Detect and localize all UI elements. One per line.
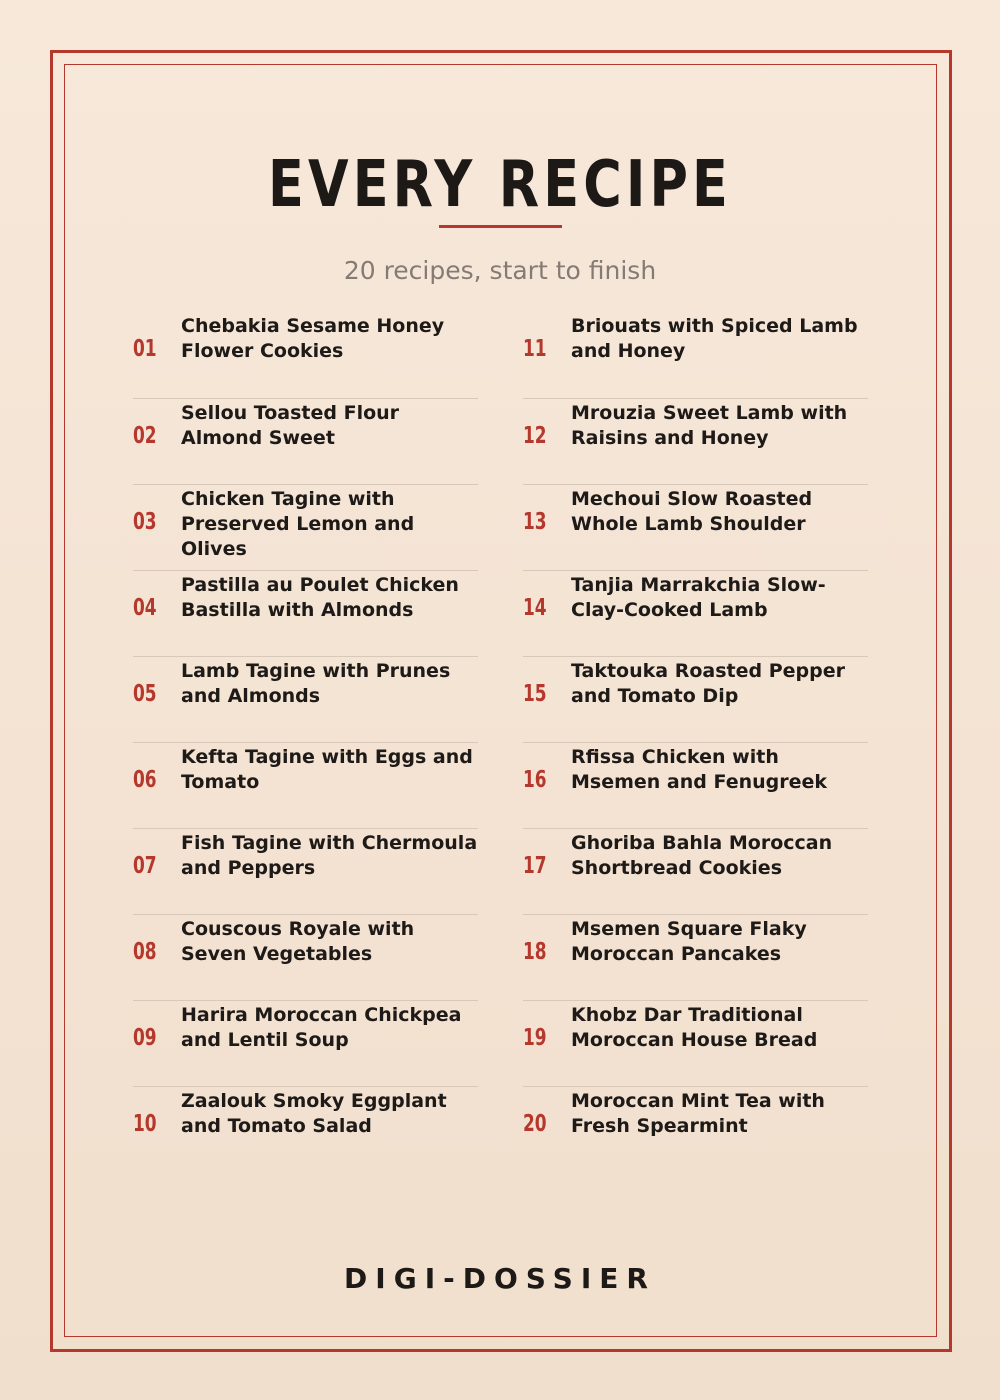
recipe-name: Lamb Tagine with Prunes and Almonds — [181, 660, 451, 707]
recipe-name: Mechoui Slow Roasted Whole Lamb Shoulder — [571, 488, 813, 535]
recipe-item — [133, 914, 478, 1000]
recipe-number: 17 — [523, 853, 547, 879]
page-title: EVERY RECIPE — [268, 148, 732, 222]
recipe-name: Khobz Dar Traditional Moroccan House Bread — [571, 1004, 818, 1051]
recipe-name: Zaalouk Smoky Eggplant and Tomato Salad — [181, 1090, 447, 1137]
recipe-number: 10 — [133, 1111, 157, 1137]
recipe-item — [523, 1086, 868, 1172]
recipe-number: 11 — [523, 336, 547, 362]
recipe-number: 14 — [523, 595, 547, 621]
recipe-number: 02 — [133, 423, 157, 449]
recipe-name: Tanjia Marrakchia Slow-Clay-Cooked Lamb — [571, 574, 826, 621]
recipe-item — [523, 570, 868, 656]
recipe-name: Couscous Royale with Seven Vegetables — [181, 918, 415, 965]
recipe-item — [133, 484, 478, 570]
recipe-item — [133, 1000, 478, 1086]
recipe-name: Taktouka Roasted Pepper and Tomato Dip — [571, 660, 845, 707]
recipe-number: 05 — [133, 681, 157, 707]
recipe-number: 13 — [523, 509, 547, 535]
recipe-item — [523, 656, 868, 742]
recipe-name: Harira Moroccan Chickpea and Lentil Soup — [181, 1004, 462, 1051]
recipe-name: Chicken Tagine with Preserved Lemon and Olives — [181, 488, 415, 560]
recipe-item — [133, 570, 478, 656]
recipe-number: 12 — [523, 423, 547, 449]
title-underline — [439, 225, 562, 228]
recipe-name: Fish Tagine with Chermoula and Peppers — [181, 832, 478, 879]
recipe-number: 09 — [133, 1025, 157, 1051]
recipe-name: Rfissa Chicken with Msemen and Fenugreek — [571, 746, 828, 793]
recipe-column-right — [523, 312, 868, 1172]
recipe-number: 18 — [523, 939, 547, 965]
recipe-number: 04 — [133, 595, 157, 621]
recipe-name: Mrouzia Sweet Lamb with Raisins and Honey — [571, 402, 848, 449]
recipe-number: 19 — [523, 1025, 547, 1051]
recipe-number: 03 — [133, 509, 157, 535]
recipe-name: Kefta Tagine with Eggs and Tomato — [181, 746, 473, 793]
recipe-number: 15 — [523, 681, 547, 707]
recipe-number: 20 — [523, 1111, 547, 1137]
recipe-item — [523, 914, 868, 1000]
recipe-number: 06 — [133, 767, 157, 793]
recipe-item — [133, 742, 478, 828]
recipe-name: Chebakia Sesame Honey Flower Cookies — [181, 315, 445, 362]
recipe-name: Briouats with Spiced Lamb and Honey — [571, 315, 858, 362]
recipe-name: Pastilla au Poulet Chicken Bastilla with Almonds — [181, 574, 459, 621]
recipe-number: 07 — [133, 853, 157, 879]
recipe-item — [523, 398, 868, 484]
recipe-item — [523, 1000, 868, 1086]
recipe-item — [523, 742, 868, 828]
recipe-number: 16 — [523, 767, 547, 793]
recipe-number: 01 — [133, 336, 157, 362]
recipe-item — [133, 312, 478, 398]
brand-wordmark: DIGI-DOSSIER — [344, 1262, 656, 1295]
recipe-name: Sellou Toasted Flour Almond Sweet — [181, 402, 400, 449]
recipe-item — [133, 398, 478, 484]
recipe-item — [133, 828, 478, 914]
recipe-item — [523, 312, 868, 398]
recipe-item — [523, 484, 868, 570]
recipe-item — [133, 1086, 478, 1172]
recipe-item — [523, 828, 868, 914]
recipe-column-left — [133, 312, 478, 1172]
page-subtitle: 20 recipes, start to finish — [343, 256, 657, 285]
recipe-name: Msemen Square Flaky Moroccan Pancakes — [571, 918, 807, 965]
recipe-name: Moroccan Mint Tea with Fresh Spearmint — [571, 1090, 825, 1137]
recipe-number: 08 — [133, 939, 157, 965]
recipe-item — [133, 656, 478, 742]
recipe-name: Ghoriba Bahla Moroccan Shortbread Cookies — [571, 832, 833, 879]
